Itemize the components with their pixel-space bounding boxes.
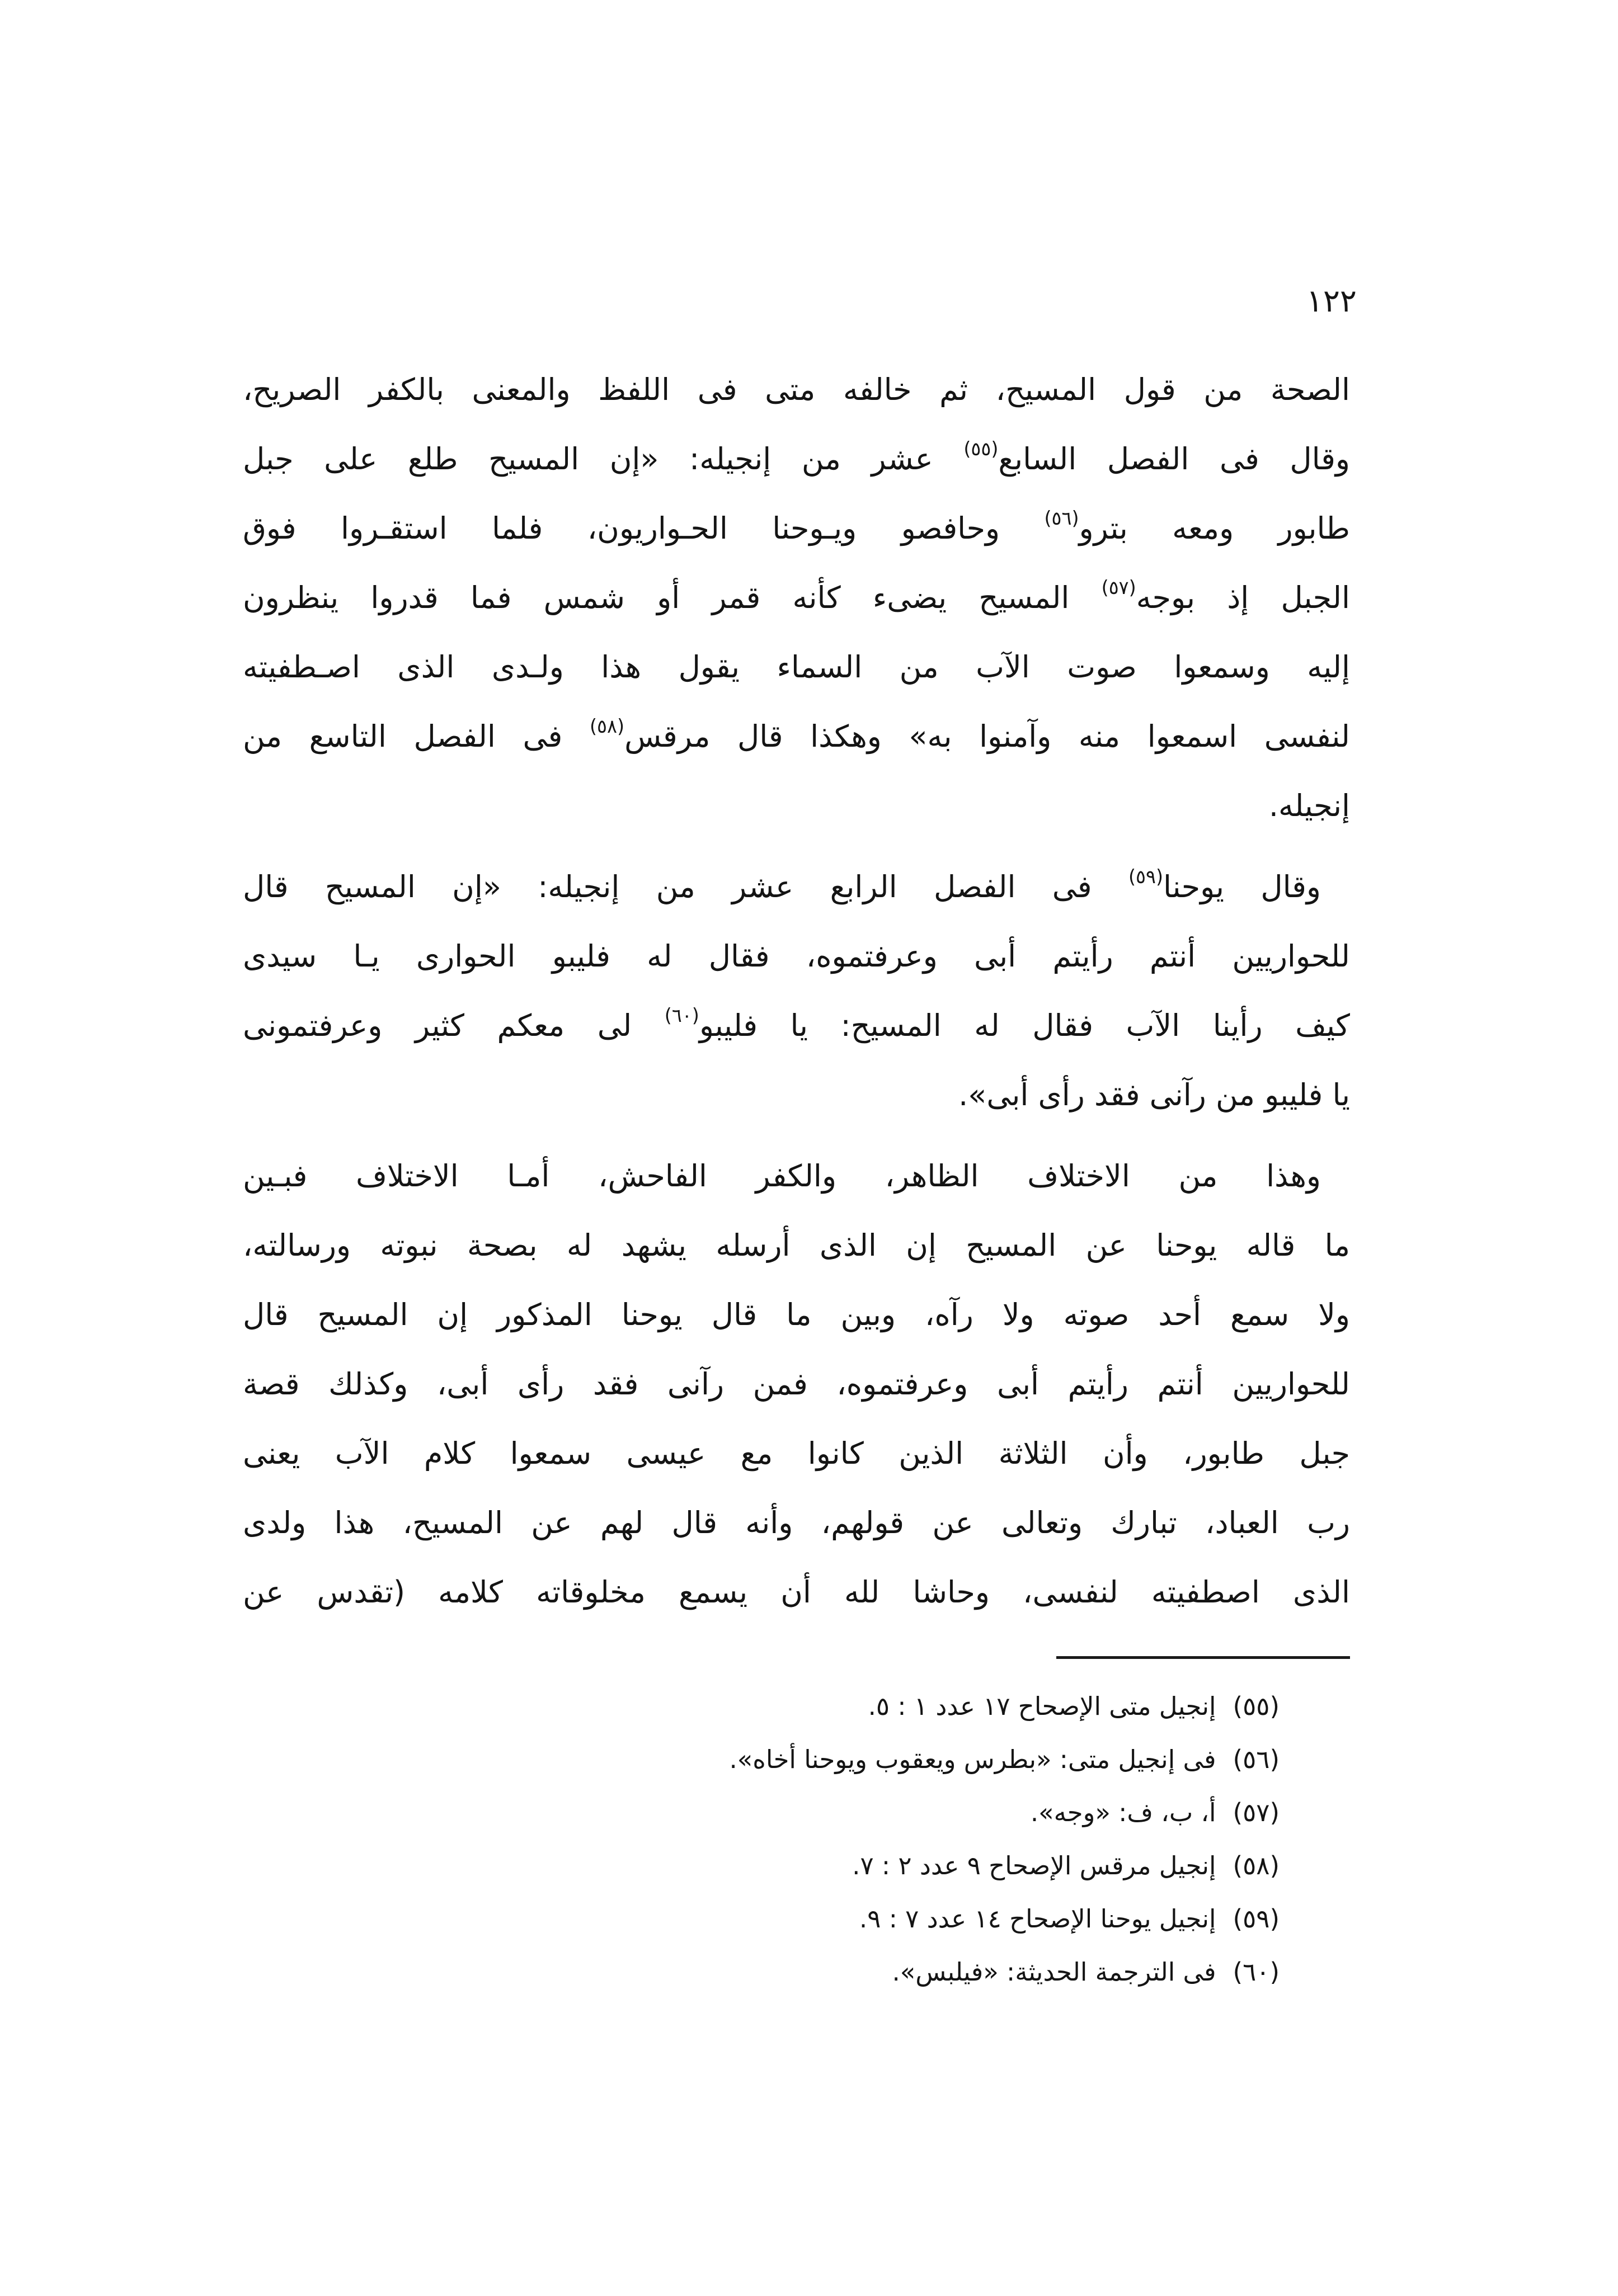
line-text: فى الفصل الرابع عشر من إنجيله: «إن المسيح قال [243, 869, 1128, 904]
line-text: لنفسى اسمعوا منه وآمنوا به» وهكذا قال مرقس [624, 719, 1350, 754]
line-text: عشر من إنجيله: «إن المسيح طلع على جبل [243, 441, 964, 477]
text-line [243, 425, 1350, 494]
text-line: ولا سمع أحد صوته ولا رآه، وبين ما قال يوحنا المذكور إن المسيح قال [243, 1297, 1350, 1332]
footnote-marker: (٥٥) [1233, 1691, 1280, 1721]
footnote-marker: (٥٦) [1233, 1745, 1280, 1774]
text-line [243, 991, 1350, 1060]
text-line [243, 563, 1350, 633]
footnote-ref: (٦٠) [664, 1004, 699, 1026]
footnote [559, 1892, 1280, 1945]
line-text: المسيح يضىء كأنه قمر أو شمس فما قدروا ينظرون [243, 580, 1102, 615]
footnote [559, 1733, 1280, 1786]
footnote [559, 1680, 1280, 1733]
text-line: جبل طابور، وأن الثلاثة الذين كانوا مع عيسى سمعوا كلام الآب يعنى [243, 1436, 1350, 1471]
footnote-ref: (٥٧) [1101, 576, 1136, 598]
footnote-text: إنجيل متى الإصحاح ١٧ عدد ١ : ٥. [868, 1691, 1216, 1721]
footnote-ref: (٥٩) [1128, 865, 1164, 888]
footnote-marker: (٥٧) [1233, 1798, 1280, 1827]
line-text: لى معكم كثير وعرفتمونى [243, 1008, 665, 1043]
footnote [559, 1945, 1280, 1998]
line-text: وقال فى الفصل السابع [998, 441, 1351, 477]
text-line [243, 494, 1350, 563]
text-line: يا فليبو من رآنى فقد رأى أبى». [958, 1077, 1350, 1112]
line-text: وقال يوحنا [1163, 869, 1321, 904]
text-line: ما قاله يوحنا عن المسيح إن الذى أرسله يشهد له بصحة نبوته ورسالته، [243, 1228, 1350, 1263]
paragraph [243, 355, 1350, 841]
footnote-text: فى الترجمة الحديثة: «فيلبس». [892, 1957, 1216, 1987]
line-text: الجبل إذ بوجه [1136, 580, 1350, 615]
line-text: وحافصو ويـوحنا الحـواريون، فلما استقـروا فوق [243, 511, 1045, 546]
footnote-ref: (٥٨) [589, 715, 625, 737]
footnote-ref: (٥٥) [963, 437, 999, 460]
footnote-ref: (٥٦) [1044, 507, 1079, 529]
text-line: وهذا من الاختلاف الظاهر، والكفر الفاحش، أمـا الاختلاف فبـين [243, 1158, 1321, 1194]
footnote [559, 1786, 1280, 1839]
footnote-text: أ، ب، ف: «وجه». [1030, 1798, 1216, 1827]
footnotes [559, 1680, 1280, 1998]
text-line: الصحة من قول المسيح، ثم خالفه متى فى اللفظ والمعنى بالكفر الصريح، [243, 372, 1350, 407]
footnote-separator [1056, 1656, 1350, 1659]
text-line: للحواريين أنتم رأيتم أبى وعرفتموه، فقال له فليبو الحوارى يـا سيدى [243, 939, 1350, 974]
line-text: فى الفصل التاسع من [243, 719, 590, 754]
footnote-marker: (٦٠) [1233, 1957, 1280, 1987]
text-line: رب العباد، تبارك وتعالى عن قولهم، وأنه قال لهم عن المسيح، هذا ولدى [243, 1505, 1350, 1540]
text-line: الذى اصطفيته لنفسى، وحاشا لله أن يسمع مخلوقاته كلامه (تقدس عن [243, 1574, 1350, 1610]
text-line: إليه وسمعوا صوت الآب من السماء يقول هذا ولـدى الذى اصـطفيته [243, 649, 1350, 685]
footnote-marker: (٥٩) [1233, 1904, 1280, 1934]
text-line [243, 852, 1350, 922]
footnote-text: إنجيل يوحنا الإصحاح ١٤ عدد ٧ : ٩. [859, 1904, 1216, 1934]
footnote-text: فى إنجيل متى: «بطرس ويعقوب ويوحنا أخاه». [729, 1745, 1216, 1774]
line-text: طابور ومعه بترو [1079, 511, 1350, 546]
text-line: إنجيله. [1268, 788, 1350, 823]
page-number: ١٢٢ [1306, 283, 1357, 319]
paragraph [243, 852, 1350, 1130]
line-text: كيف رأينا الآب فقال له المسيح: يا فليبو [699, 1008, 1351, 1043]
footnote [559, 1839, 1280, 1892]
text-line: للحواريين أنتم رأيتم أبى وعرفتموه، فمن رآنى فقد رأى أبى، وكذلك قصة [243, 1366, 1350, 1402]
body-text [243, 355, 1350, 1627]
footnote-text: إنجيل مرقس الإصحاح ٩ عدد ٢ : ٧. [852, 1851, 1216, 1880]
paragraph [243, 1142, 1350, 1627]
text-line [243, 702, 1350, 771]
footnote-marker: (٥٨) [1233, 1851, 1280, 1880]
